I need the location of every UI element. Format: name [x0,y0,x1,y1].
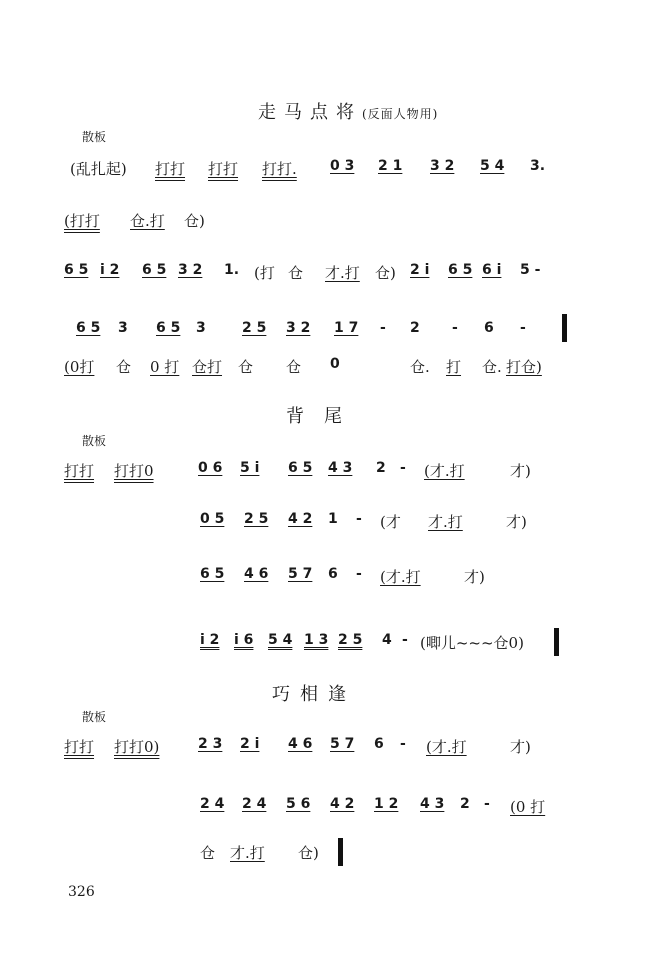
percussion-syllable: 仓. [482,358,502,376]
notation-token: 6 5 [288,460,313,476]
notation-row [0,632,660,672]
percussion-syllable: 才) [510,462,531,480]
tempo-marking: 散板 [82,130,107,144]
notation-token: - [402,632,408,648]
notation-token: 2 [376,460,386,476]
notation-token: 2 i [410,262,430,278]
notation-token: 4 2 [330,796,355,812]
final-barline [338,838,343,866]
notation-token: 5 4 [268,632,293,648]
section-title: 巧相逢 [272,684,356,705]
notation-token: 5 7 [288,566,313,582]
percussion-syllable: 仓打 [192,358,223,376]
notation-token: i 2 [200,632,220,648]
percussion-syllable: 打打0 [114,462,154,480]
percussion-syllable: (才.打 [380,568,421,586]
percussion-syllable: 打打 [208,160,239,178]
notation-token: - [400,736,406,752]
percussion-syllable: 0 打 [150,358,180,376]
section-subtitle: (反面人物用) [362,107,439,121]
notation-token: 5 - [520,262,541,278]
final-barline [554,628,559,656]
notation-token: 6 5 [76,320,101,336]
percussion-syllable: (打 [254,264,275,282]
percussion-syllable: 打打 [64,462,95,480]
notation-token: 2 4 [242,796,267,812]
percussion-syllable: 仓.打 [130,212,165,230]
notation-token: 1. [224,262,240,278]
notation-token: 6 5 [64,262,89,278]
notation-token: - [356,511,362,527]
percussion-syllable: 打打. [262,160,297,178]
notation-token: 5 4 [480,158,505,174]
notation-token: 2 [410,320,420,336]
percussion-syllable: 仓 [286,358,302,376]
percussion-syllable: 仓. [410,358,430,376]
notation-token: - [520,320,526,336]
notation-token: 1 2 [374,796,399,812]
percussion-syllable: 才.打 [325,264,360,282]
percussion-syllable: 仓 [116,358,132,376]
section-title: 背尾 [286,406,362,427]
notation-token: i 6 [234,632,254,648]
percussion-syllable: 才.打 [428,513,463,531]
final-barline [562,314,567,342]
notation-token: 3 2 [178,262,203,278]
percussion-syllable: 仓 [200,844,216,862]
notation-token: 6 5 [142,262,167,278]
notation-token: 4 3 [420,796,445,812]
notation-token: 4 2 [288,511,313,527]
notation-token: 4 6 [244,566,269,582]
notation-token: i 2 [100,262,120,278]
notation-token: 3 2 [286,320,311,336]
notation-token: 0 3 [330,158,355,174]
tempo-marking: 散板 [82,434,107,448]
notation-token: 1 3 [304,632,329,648]
notation-token: 3 [118,320,128,336]
notation-token: 6 [328,566,338,582]
percussion-syllable: 仓) [375,264,396,282]
notation-token: 6 [374,736,384,752]
notation-row [0,842,660,882]
section-title [258,98,438,124]
notation-token: 2 3 [198,736,223,752]
notation-token: 6 i [482,262,502,278]
percussion-syllable: (乱扎起) [70,160,127,178]
percussion-syllable: 打 [446,358,462,376]
notation-token: 4 [382,632,392,648]
notation-row [0,210,660,250]
notation-token: - [452,320,458,336]
percussion-syllable: (打打 [64,212,100,230]
notation-row [0,511,660,551]
notation-row [0,320,660,360]
notation-token: - [380,320,386,336]
notation-token: 6 5 [448,262,473,278]
notation-token: 0 [330,356,340,372]
notation-token: 4 3 [328,460,353,476]
percussion-syllable: 打打0) [114,738,160,756]
notation-token: 5 6 [286,796,311,812]
notation-token: 2 5 [242,320,267,336]
page-number: 326 [68,884,95,900]
notation-token: 2 i [240,736,260,752]
percussion-syllable: 才.打 [230,844,265,862]
percussion-syllable: 打打 [64,738,95,756]
notation-token: 6 5 [200,566,225,582]
notation-token: 6 [484,320,494,336]
percussion-syllable: (唧儿~~~仓0) [420,634,524,652]
notation-token: 2 5 [244,511,269,527]
notation-token: 2 1 [378,158,403,174]
notation-token: 1 [328,511,338,527]
notation-row [0,356,660,396]
percussion-syllable: 才) [464,568,485,586]
percussion-syllable: (0 打 [510,798,546,816]
notation-token: 2 5 [338,632,363,648]
percussion-syllable: 仓) [184,212,205,230]
percussion-syllable: 才) [510,738,531,756]
notation-token: 3 [196,320,206,336]
notation-token: - [356,566,362,582]
notation-row [0,566,660,606]
section-title-text: 走马点将 [258,102,362,123]
percussion-syllable: (才 [380,513,401,531]
notation-token: 0 5 [200,511,225,527]
percussion-syllable: (才.打 [424,462,465,480]
notation-token: 0 6 [198,460,223,476]
percussion-syllable: 才) [506,513,527,531]
percussion-syllable: 打仓) [506,358,542,376]
notation-token: - [484,796,490,812]
notation-token: 2 [460,796,470,812]
notation-token: 3. [530,158,546,174]
notation-token: 5 7 [330,736,355,752]
notation-token: 5 i [240,460,260,476]
percussion-syllable: (0打 [64,358,95,376]
notation-token: - [400,460,406,476]
notation-token: 4 6 [288,736,313,752]
notation-row [0,796,660,836]
percussion-syllable: 仓) [298,844,319,862]
notation-token: 6 5 [156,320,181,336]
notation-row [0,158,660,198]
tempo-marking: 散板 [82,710,107,724]
notation-row [0,262,660,302]
notation-row [0,736,660,776]
notation-token: 3 2 [430,158,455,174]
notation-row [0,460,660,500]
percussion-syllable: (才.打 [426,738,467,756]
notation-token: 2 4 [200,796,225,812]
notation-token: 1 7 [334,320,359,336]
percussion-syllable: 仓 [288,264,304,282]
percussion-syllable: 仓 [238,358,254,376]
percussion-syllable: 打打 [155,160,186,178]
